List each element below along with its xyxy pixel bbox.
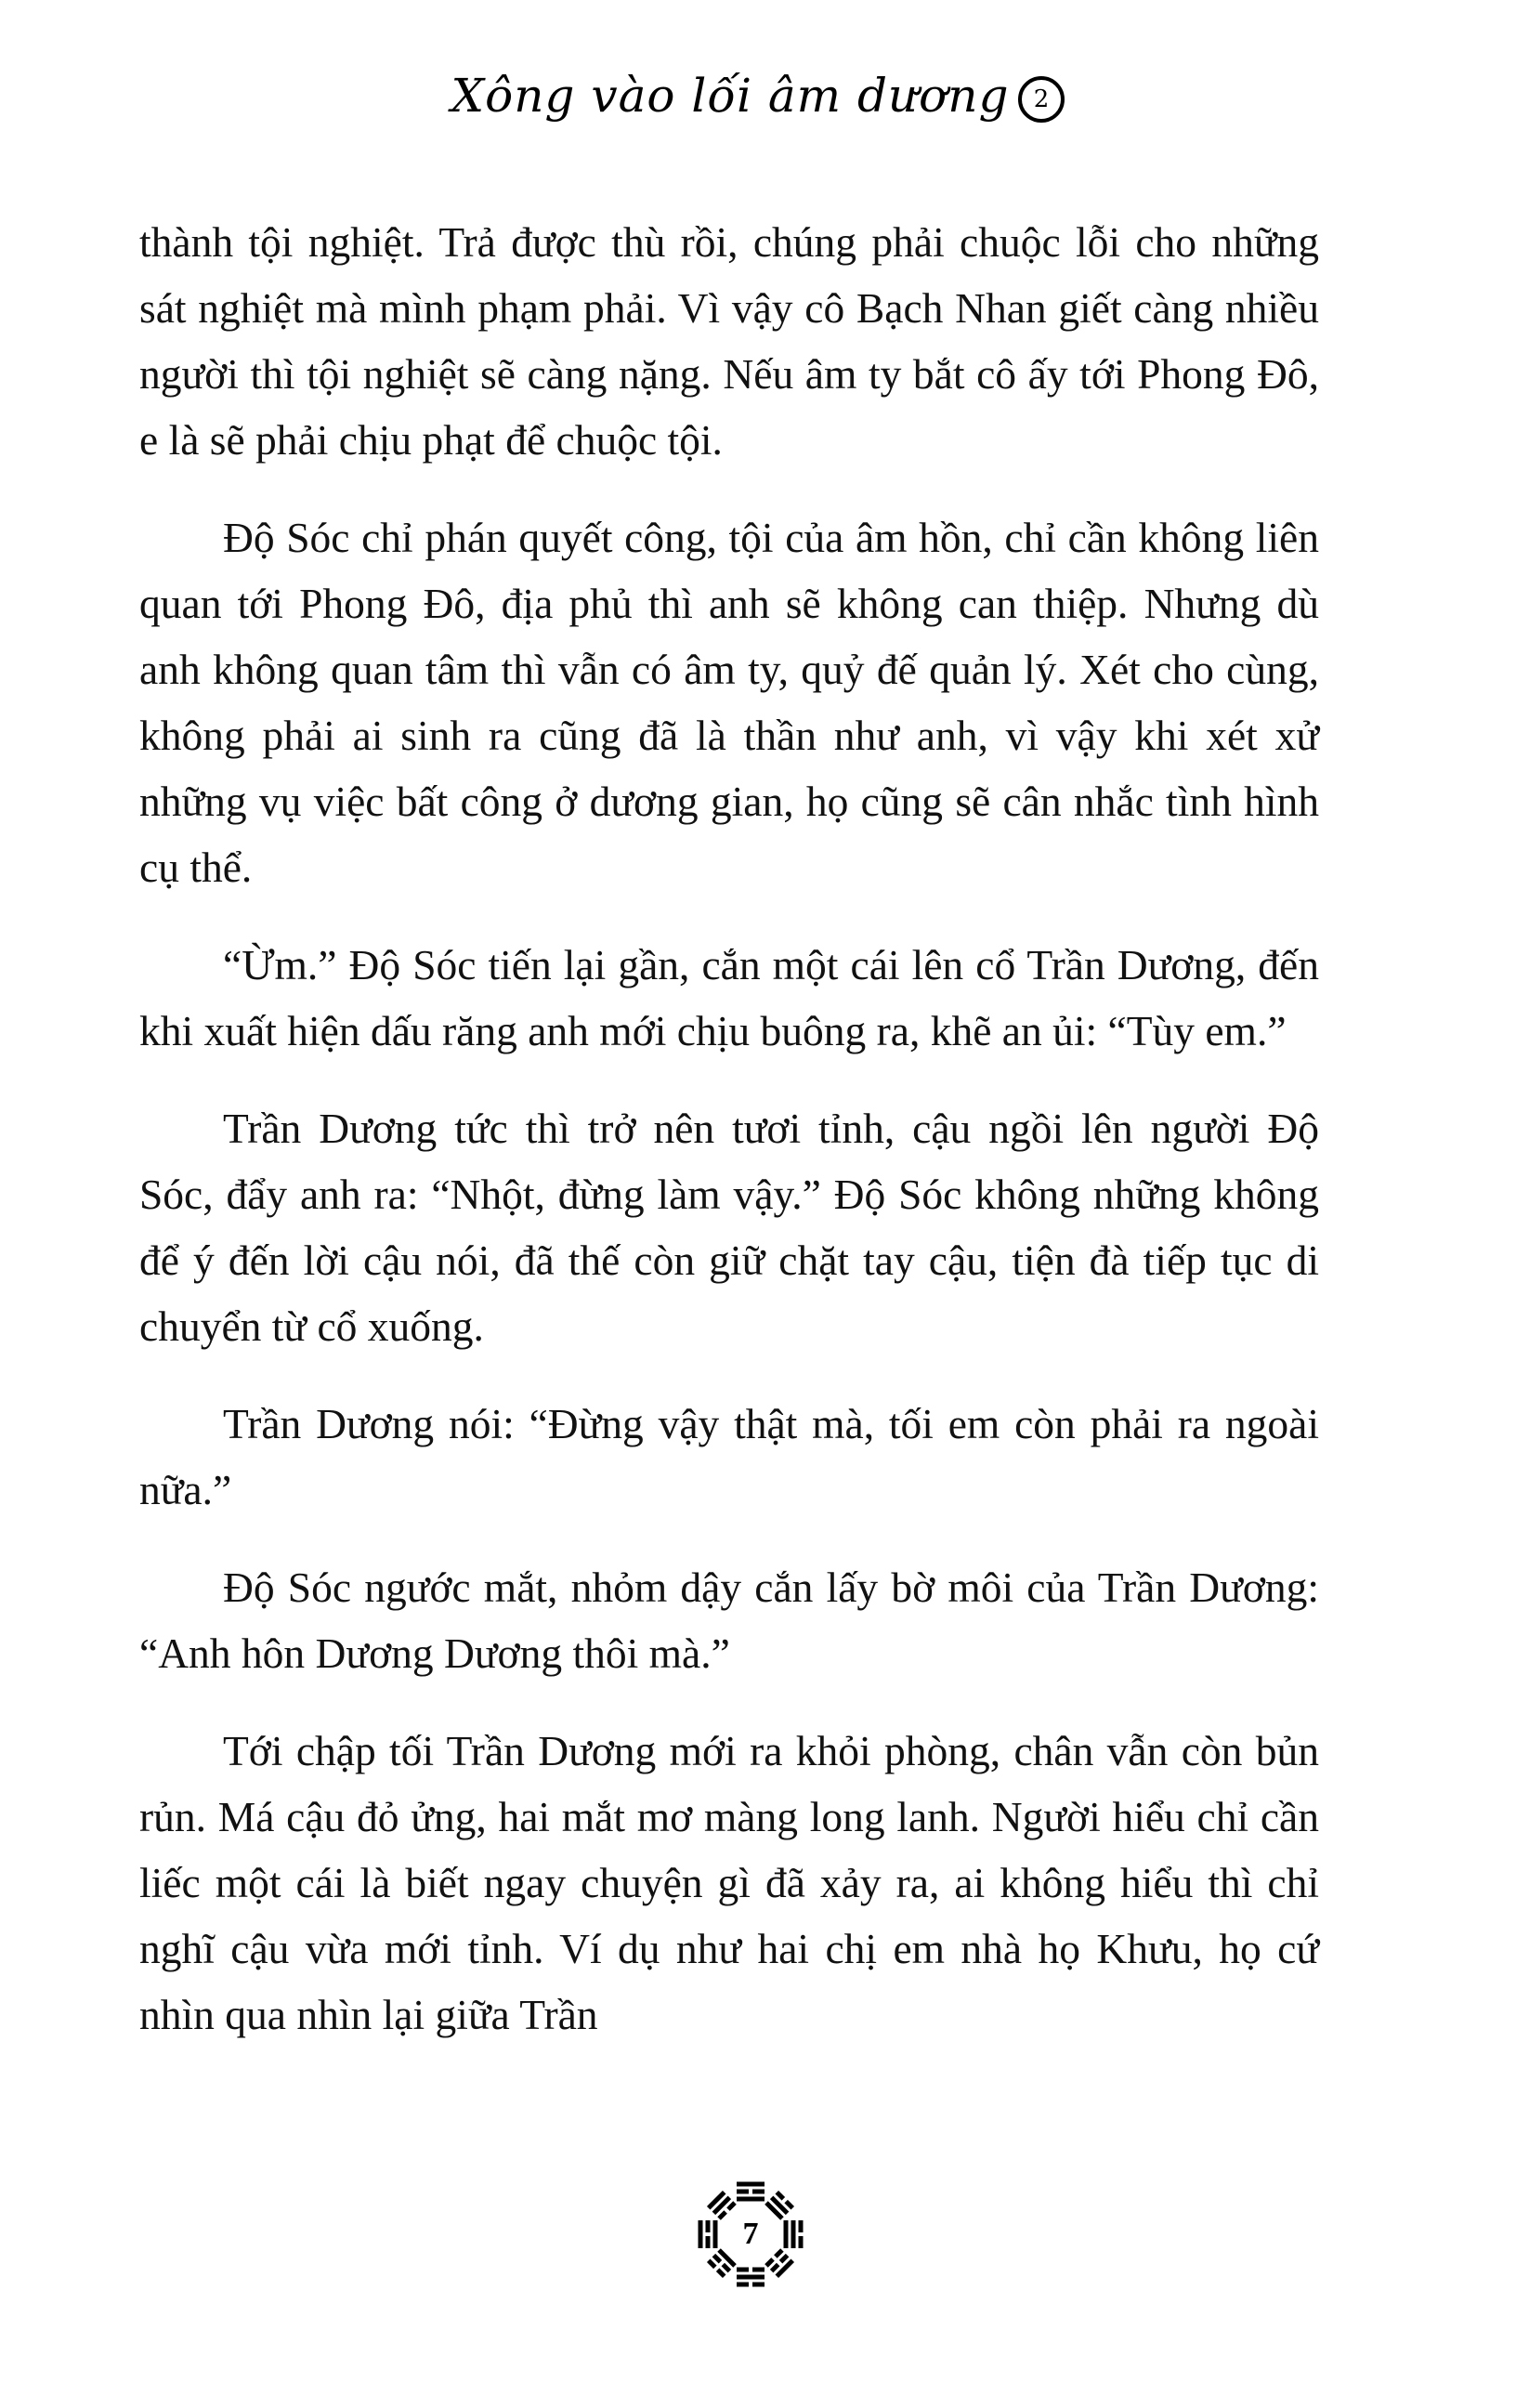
paragraph: Trần Dương nói: “Đừng vậy thật mà, tối em còn phải ra ngoài nữa.” xyxy=(139,1400,1319,1513)
paragraph: thành tội nghiệt. Trả được thù rồi, chúng phải chuộc lỗi cho những sát nghiệt mà mình phạm phải. Vì vậy cô Bạch Nhan giết càng nhiều người thì tội nghiệt sẽ càng nặng. Nếu âm ty bắt cô ấy tới Phong Đô, e là sẽ phải chịu phạt để chuộc tội. xyxy=(139,218,1319,464)
page-number-ornament xyxy=(686,2169,816,2299)
paragraph: Độ Sóc chỉ phán quyết công, tội của âm hồn, chỉ cần không liên quan tới Phong Đô, địa phủ thì anh sẽ không can thiệp. Nhưng dù anh không quan tâm thì vẫn có âm ty, quỷ đế quản lý. Xét cho cùng, không phải ai sinh ra cũng đã là thần như anh, vì vậy khi xét xử những vụ việc bất công ở dương gian, họ cũng sẽ cân nhắc tình hình cụ thể. xyxy=(139,514,1319,891)
paragraph: Trần Dương tức thì trở nên tươi tỉnh, cậu ngồi lên người Độ Sóc, đẩy anh ra: “Nhột, đừng làm vậy.” Độ Sóc không những không để ý đến lời cậu nói, đã thế còn giữ chặt tay cậu, tiện đà tiếp tục di chuyển từ cổ xuống. xyxy=(139,1105,1319,1350)
page-number: 7 xyxy=(742,2217,759,2251)
body-text xyxy=(139,209,1319,2079)
paragraph: Độ Sóc ngước mắt, nhỏm dậy cắn lấy bờ môi của Trần Dương: “Anh hôn Dương Dương thôi mà.” xyxy=(139,1564,1319,1677)
paragraph: Tới chập tối Trần Dương mới ra khỏi phòng, chân vẫn còn bủn rủn. Má cậu đỏ ửng, hai mắt mơ màng long lanh. Người hiểu chỉ cần liếc một cái là biết ngay chuyện gì đã xảy ra, ai không hiểu thì chỉ nghĩ cậu vừa mới tỉnh. Ví dụ như hai chị em nhà họ Khưu, họ cứ nhìn qua nhìn lại giữa Trần xyxy=(139,1727,1319,2038)
book-title: Xông vào lối âm dương xyxy=(451,69,1010,123)
running-header xyxy=(0,69,1516,123)
volume-badge: 2 xyxy=(1018,76,1065,123)
paragraph: “Ừm.” Độ Sóc tiến lại gần, cắn một cái lên cổ Trần Dương, đến khi xuất hiện dấu răng anh mới chịu buông ra, khẽ an ủi: “Tùy em.” xyxy=(139,941,1319,1054)
